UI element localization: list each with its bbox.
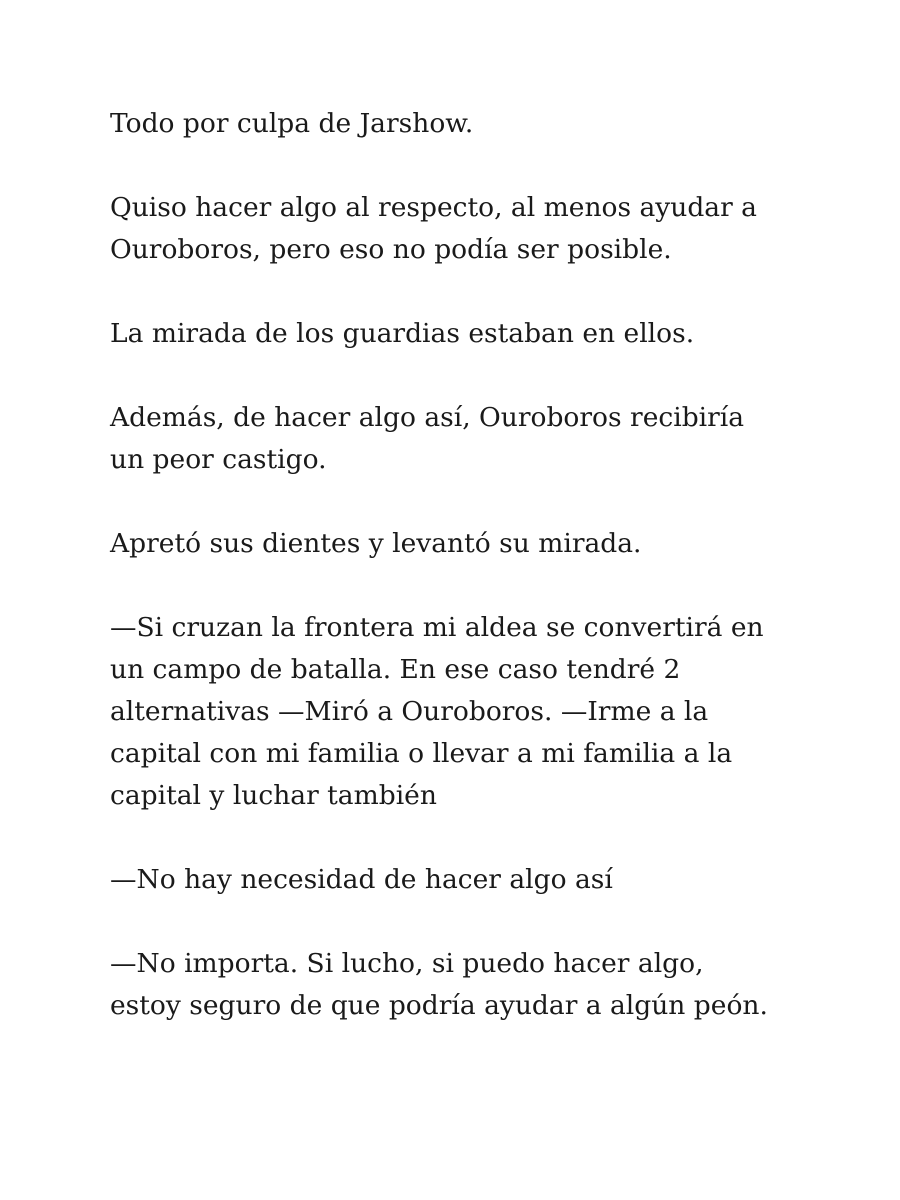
text-line: Además, de hacer algo así, Ouroboros recibiría [110, 402, 745, 433]
text-line: Todo por culpa de Jarshow. [110, 108, 474, 139]
text-line: estoy seguro de que podría ayudar a algún peón. [110, 990, 768, 1021]
text-line: alternativas —Miró a Ouroboros. —Irme a la [110, 696, 709, 727]
text-line: —No importa. Si lucho, si puedo hacer algo, [110, 948, 704, 979]
text-line: La mirada de los guardias estaban en ellos. [110, 318, 695, 349]
text-line: Ouroboros, pero eso no podía ser posible. [110, 234, 672, 265]
paragraph-5 [110, 523, 830, 565]
text-line: capital con mi familia o llevar a mi familia a la [110, 738, 733, 769]
text-line: un campo de batalla. En ese caso tendré 2 [110, 654, 681, 685]
paragraph-8 [110, 943, 830, 1027]
paragraph-3 [110, 313, 830, 355]
text-line: un peor castigo. [110, 444, 327, 475]
paragraph-6 [110, 607, 830, 817]
paragraph-7 [110, 859, 830, 901]
paragraph-1 [110, 103, 830, 145]
paragraph-2 [110, 187, 830, 271]
text-line: Apretó sus dientes y levantó su mirada. [110, 528, 642, 559]
text-line: capital y luchar también [110, 780, 437, 811]
paragraph-4 [110, 397, 830, 481]
text-line: —Si cruzan la frontera mi aldea se convertirá en [110, 612, 764, 643]
text-line: —No hay necesidad de hacer algo así [110, 864, 613, 895]
document-page [110, 103, 830, 1069]
text-line: Quiso hacer algo al respecto, al menos ayudar a [110, 192, 757, 223]
